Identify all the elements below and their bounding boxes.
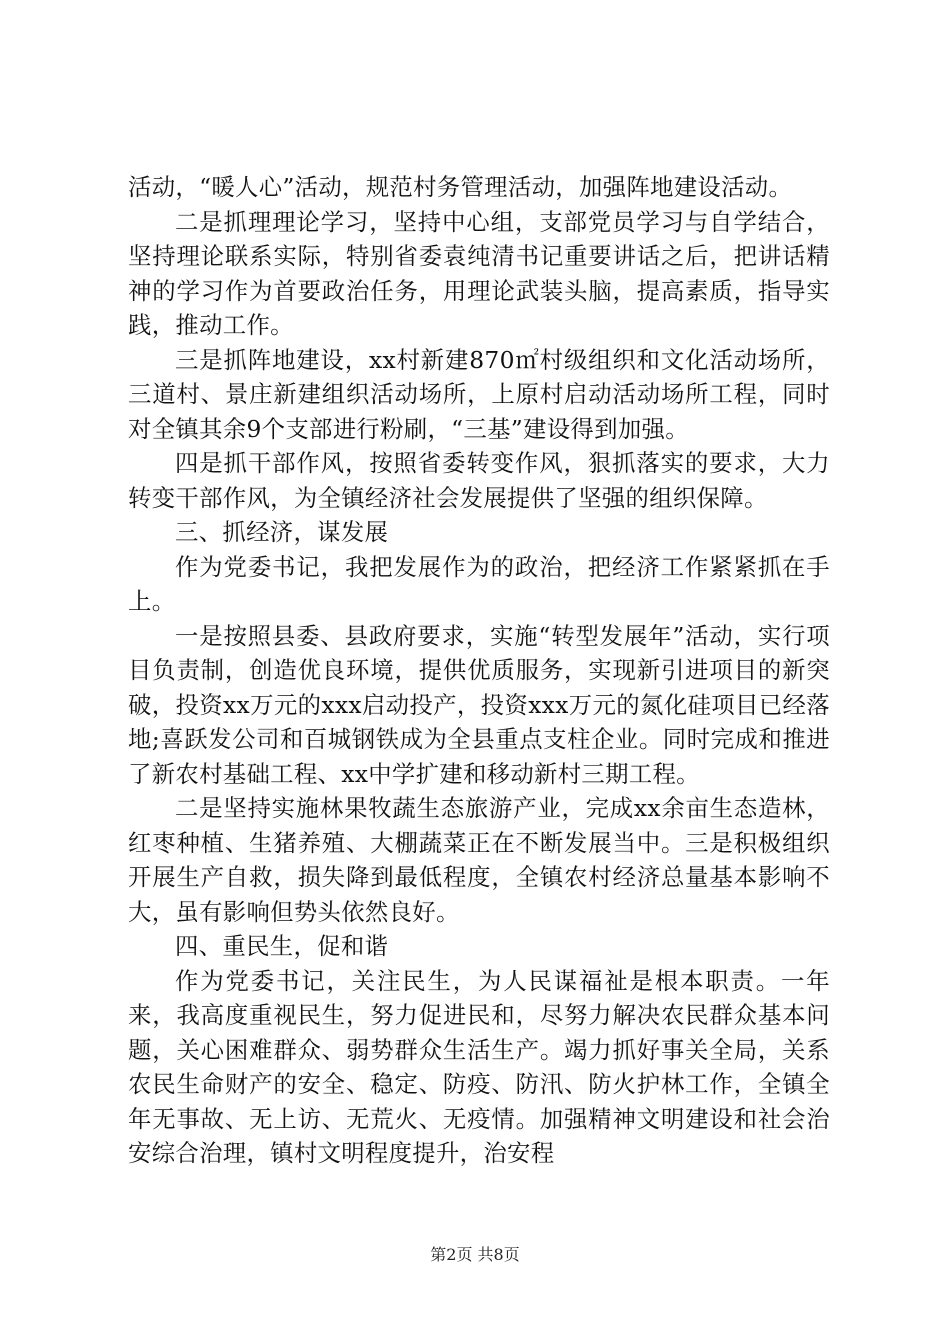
paragraph: 二是抓理理论学习，坚持中心组，支部党员学习与自学结合，坚持理论联系实际，特别省委袁纯清书记重要讲话之后，把讲话精神的学习作为首要政治任务，用理论武装头脑，提高素质，指导实践，推动工作。	[128, 207, 830, 339]
section-heading: 三、抓经济，谋发展	[175, 518, 389, 546]
section-heading: 四、重民生，促和谐	[175, 932, 389, 960]
paragraph: 一是按照县委、县政府要求，实施“转型发展年”活动，实行项目负责制，创造优良环境，提供优质服务，实现新引进项目的新突破，投资xx万元的xxx启动投产，投资xxx万元的氮化硅项目已经落地;喜跃发公司和百城钢铁成为全县重点支柱企业。同时完成和推进了新农村基础工程、xx中学扩建和移动新村三期工程。	[128, 621, 830, 788]
paragraph: 活动，“暖人心”活动，规范村务管理活动，加强阵地建设活动。	[128, 173, 793, 201]
document-body	[128, 170, 830, 1171]
paragraph: 作为党委书记，关注民生，为人民谋福祉是根本职责。一年来，我高度重视民生，努力促进民和，尽努力解决农民群众基本问题，关心困难群众、弱势群众生活生产。竭力抓好事关全局，关系农民生命财产的安全、稳定、防疫、防汛、防火护林工作，全镇全年无事故、无上访、无荒火、无疫情。加强精神文明建设和社会治安综合治理，镇村文明程度提升，治安程	[128, 966, 830, 1167]
paragraph: 三是抓阵地建设，xx村新建870㎡村级组织和文化活动场所，三道村、景庄新建组织活动场所，上原村启动活动场所工程，同时对全镇其余9个支部进行粉刷，“三基”建设得到加强。	[128, 345, 830, 443]
paragraph: 四是抓干部作风，按照省委转变作风，狠抓落实的要求，大力转变干部作风，为全镇经济社会发展提供了坚强的组织保障。	[128, 449, 830, 512]
page-number-label: 第2页 共8页	[430, 1245, 520, 1264]
page-footer	[0, 1245, 950, 1265]
paragraph: 作为党委书记，我把发展作为的政治，把经济工作紧紧抓在手上。	[128, 552, 830, 615]
paragraph: 二是坚持实施林果牧蔬生态旅游产业，完成xx余亩生态造林，红枣种植、生猪养殖、大棚蔬菜正在不断发展当中。三是积极组织开展生产自救，损失降到最低程度，全镇农村经济总量基本影响不大，虽有影响但势头依然良好。	[128, 794, 830, 926]
